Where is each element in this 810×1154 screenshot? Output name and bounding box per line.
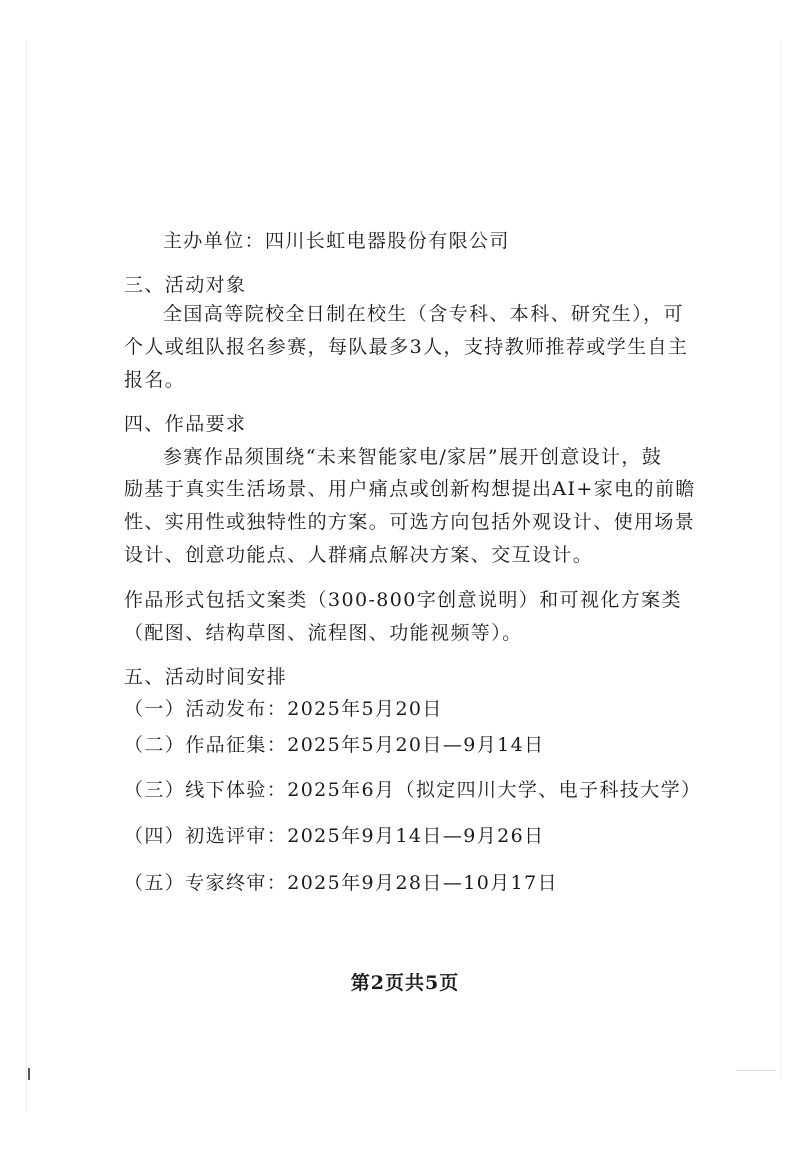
paragraph-line: （配图、结构草图、流程图、功能视频等）。 xyxy=(124,622,523,644)
paragraph-line: 作品形式包括文案类（300-800字创意说明）和可视化方案类 xyxy=(124,589,682,611)
schedule-item: （二）作品征集：2025年5月20日—9月14日 xyxy=(124,734,545,756)
paragraph-line: 参赛作品须围绕“未来智能家电/家居”展开创意设计，鼓 xyxy=(163,446,663,468)
schedule-item: （四）初选评审：2025年9月14日—9月26日 xyxy=(124,825,545,847)
page-number: 第2页共5页 xyxy=(350,972,460,994)
scan-mark-right xyxy=(736,1070,776,1071)
schedule-item: （一）活动发布：2025年5月20日 xyxy=(124,698,443,720)
organizer-line: 主办单位：四川长虹电器股份有限公司 xyxy=(163,230,510,252)
section-heading-schedule: 五、活动时间安排 xyxy=(124,666,288,688)
paragraph-line: 个人或组队报名参赛，每队最多3人，支持教师推荐或学生自主 xyxy=(124,336,689,358)
scan-edge-left xyxy=(26,40,27,1110)
section-heading-participants: 三、活动对象 xyxy=(124,274,247,296)
schedule-item: （三）线下体验：2025年6月（拟定四川大学、电子科技大学） xyxy=(124,779,702,801)
schedule-item: （五）专家终审：2025年9月28日—10月17日 xyxy=(124,872,558,894)
paragraph-line: 全国高等院校全日制在校生（含专科、本科、研究生），可 xyxy=(163,303,684,325)
paragraph-line: 报名。 xyxy=(124,369,186,391)
paragraph-line: 性、实用性或独特性的方案。可选方向包括外观设计、使用场景 xyxy=(124,511,696,533)
paragraph-line: 设计、创意功能点、人群痛点解决方案、交互设计。 xyxy=(124,544,594,566)
scan-mark xyxy=(28,1068,30,1080)
section-heading-requirements: 四、作品要求 xyxy=(124,413,247,435)
scan-edge-right xyxy=(780,40,781,1080)
paragraph-line: 励基于真实生活场景、用户痛点或创新构想提出AI+家电的前瞻 xyxy=(124,478,696,500)
